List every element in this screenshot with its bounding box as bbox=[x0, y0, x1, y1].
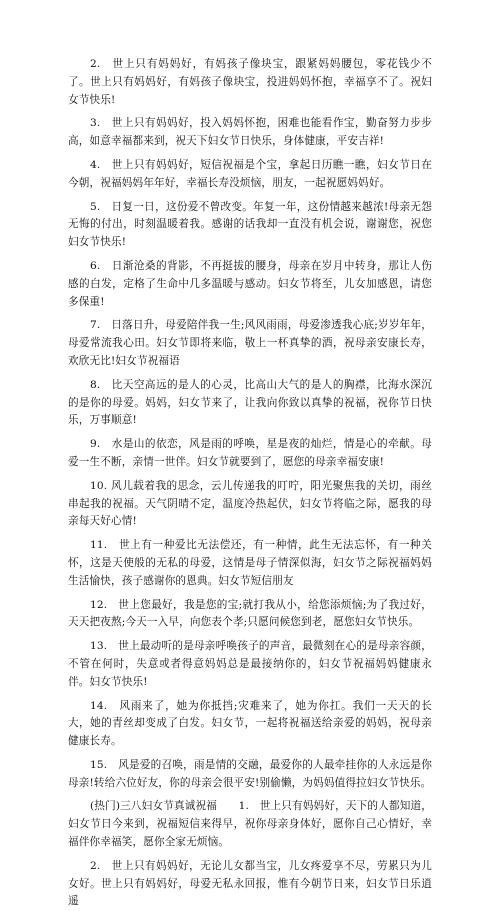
paragraph: 2. 世上只有妈妈好，有妈孩子像块宝，跟紧妈妈腰包，零花钱少不了。世上只有妈妈好，有妈孩子像块宝，投进妈妈怀抱，幸福享不了。祝妇女节快乐! bbox=[68, 58, 432, 106]
paragraph: 14. 风雨来了，她为你抵挡;灾难来了，她为你扛。我们一天天的长大，她的青丝却变成了白发。妇女节，一起将祝福送给亲爱的妈妈，祝母亲健康长寿。 bbox=[68, 699, 432, 748]
paragraph: 15. 风是爱的召唤，雨是情的交融，最爱你的人最牵挂你的人永远是你母亲!转给六位好友，你的母亲会很平安!别偷懒，为妈妈值得拉妇女节快乐。 bbox=[68, 758, 432, 789]
paragraph: 4. 世上只有妈妈好，短信祝福是个宝，拿起日历瞧一瞧，妇女节日在今朝，祝福妈妈年年好，幸福长寿没烦恼，朋友，一起祝愿妈妈好。 bbox=[68, 158, 432, 189]
paragraph: 12. 世上您最好，我是您的宝;就打我从小，给您添烦恼;为了我过好，天天把夜熬;今天一入早，向您表个孝;只愿问候您到老，愿您妇女节快乐。 bbox=[68, 598, 432, 629]
paragraph: 9. 水是山的依恋，风是雨的呼唤，星是夜的灿烂，情是心的牵献。母爱一生不断，亲情一世伴。妇女节就要到了，愿您的母亲幸福安康! bbox=[68, 438, 432, 468]
paragraph: 6. 日渐沧桑的背影，不再挺拔的腰身，母亲在岁月中转身，那让人伤感的白发，定格了生命中几多温暖与感动。妇女节将至，儿女加感恩，请您多保重! bbox=[68, 259, 432, 308]
paragraph: 13. 世上最动听的是母亲呼唤孩子的声音，最微刻在心的是母亲容颜，不管在何时，失意或者得意妈妈总是最接纳你的，妇女节祝福妈妈健康永伴。妇女节快乐! bbox=[68, 640, 432, 688]
paragraph: 5. 日复一日，这份爱不曾改变。年复一年，这份情越来越浓!母亲无怨无悔的付出，时刻温暖着我。感谢的话我却一直没有机会说，谢谢您，祝您妇女节快乐! bbox=[68, 200, 432, 249]
paragraph: 7. 日落日升，母爱陪伴我一生;风风雨雨，母爱渗透我心底;岁岁年年，母爱常流我心田。妇女节即将来临，敬上一杯真挚的酒，祝母亲安康长寿，欢欣无比!妇女节祝福语 bbox=[68, 319, 432, 367]
paragraph: 10. 风儿载着我的思念，云儿传递我的叮咛，阳光聚焦我的关切，雨丝串起我的祝福。天气阴晴不定，温度冷热起伏，妇女节将临之际，愿我的母亲每天好心情! bbox=[68, 479, 432, 528]
paragraph: (热门)三八妇女节真诚祝福 1. 世上只有妈妈好，天下的人都知道，妇女节日今来到，祝福短信来得早，祝你母亲身体好，愿你自己心情好，幸福伴你幸福笑，愿你全家无烦恼。 bbox=[68, 800, 432, 849]
paragraph: 3. 世上只有妈妈好，投入妈妈怀抱，困难也能看作宝，勤奋努力步步高，如意幸福都来到，祝天下妇女节日快乐，身体健康，平安吉祥! bbox=[68, 117, 432, 148]
paragraph: 11. 世上有一种爱比无法偿还，有一种情，此生无法忘怀，有一种关怀，这是天使般的无私的母爱，这情是母子情深似海，妇女节之际祝福妈妈生活愉快，孩子感谢你的恩典。妇女节短信朋友 bbox=[68, 539, 432, 587]
paragraph: 2. 世上只有妈妈好，无论儿女都当宝，儿女疼爱享不尽，劳累只为儿女好。世上只有妈妈好，母爱无私永回报，惟有今朝节日来，妇女节日乐逍遥 bbox=[68, 859, 432, 908]
paragraph: 8. 比天空高远的是人的心灵，比高山大气的是人的胸襟，比海水深沉的是你的母爱。妈妈，妇女节来了，让我向你致以真挚的祝福，祝你节日快乐，万事顺意! bbox=[68, 378, 432, 427]
